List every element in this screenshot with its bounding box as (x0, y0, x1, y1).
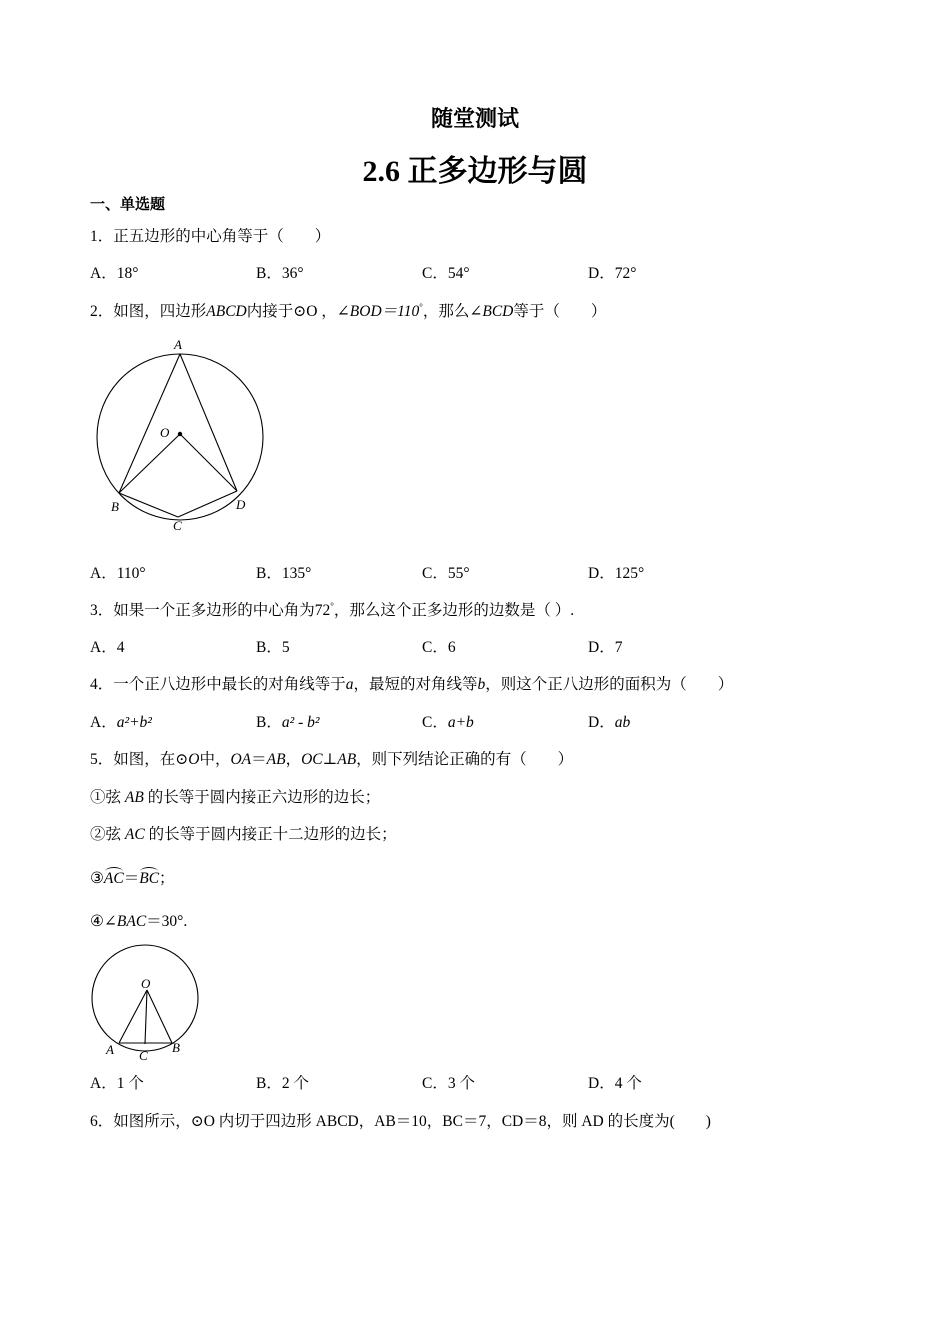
q2-label-o: O (160, 425, 170, 440)
q1-option-a: A．18° (90, 265, 139, 282)
arc-bc: BC (139, 870, 160, 887)
q5-option-b: B．2 个 (256, 1075, 309, 1092)
question-5-stem: 5．如图，在⊙O中，OA＝AB，OC⊥AB，则下列结论正确的有（ ） (90, 751, 574, 768)
q2-option-a: A．110° (90, 565, 146, 582)
question-1-stem: 1．正五边形的中心角等于（ ） (90, 228, 331, 245)
q4-option-a: A．a²+b² (90, 714, 152, 731)
q3-option-c: C．6 (422, 639, 456, 656)
q2-segment-ob (119, 434, 180, 493)
q1-option-b: B．36° (256, 265, 304, 282)
q2-option-b: B．135° (256, 565, 312, 582)
arc-ac: AC (103, 870, 124, 887)
q5-statement-4: ④∠BAC＝30°. (90, 913, 188, 930)
question-6-stem: 6．如图所示，⊙O 内切于四边形 ABCD，AB＝10，BC＝7，CD＝8，则 AD 的长度为( ) (90, 1113, 711, 1130)
q5-option-d: D．4 个 (588, 1075, 642, 1092)
q2-center-point (178, 432, 182, 436)
q5-option-c: C．3 个 (422, 1075, 475, 1092)
q2-segment-od (180, 434, 237, 491)
q5-label-o: O (141, 976, 151, 991)
q1-option-d: D．72° (588, 265, 637, 282)
q5-statement-1: ①弦 AB 的长等于圆内接正六边形的边长； (90, 789, 381, 806)
q2-label-b: B (111, 499, 119, 514)
q2-label-d: D (236, 497, 246, 512)
q3-option-d: D．7 (588, 639, 623, 656)
page-title: 2.6 正多边形与圆 (362, 155, 588, 188)
q2-option-d: D．125° (588, 565, 645, 582)
q5-segment-oa (119, 990, 147, 1043)
q2-segment-ad (180, 354, 237, 491)
q5-statement-3: ③AC＝BC； (90, 870, 175, 887)
q2-circle-figure (88, 333, 278, 538)
question-3-stem: 3．如果一个正多边形的中心角为72°，那么这个正多边形的边数是（ ）. (90, 600, 575, 619)
q5-option-a: A．1 个 (90, 1075, 144, 1092)
q4-option-c: C．a+b (422, 714, 474, 731)
q5-label-c: C (139, 1048, 148, 1063)
q4-option-b: B．a² - b² (256, 714, 320, 731)
q5-statement-2: ②弦 AC 的长等于圆内接正十二边形的边长； (90, 826, 397, 843)
q2-label-a: A (174, 337, 182, 352)
q2-label-c: C (173, 518, 182, 533)
q2-circle (97, 354, 263, 520)
q5-segment-oc (145, 990, 147, 1044)
q1-option-c: C．54° (422, 265, 470, 282)
q4-option-d: D．ab (588, 714, 631, 731)
section-heading: 一、单选题 (90, 197, 166, 213)
q3-option-a: A．4 (90, 639, 125, 656)
q3-option-b: B．5 (256, 639, 290, 656)
q2-segment-ab (119, 354, 180, 493)
q5-label-a: A (106, 1042, 114, 1057)
page-subtitle: 随堂测试 (430, 106, 519, 131)
q5-circle-figure (88, 938, 208, 1066)
q5-label-b: B (172, 1040, 180, 1055)
q5-segment-ob (147, 990, 172, 1043)
question-2-stem: 2．如图，四边形ABCD内接于⊙O ，∠BOD＝110°，那么∠BCD等于（ ） (90, 301, 607, 320)
question-4-stem: 4．一个正八边形中最长的对角线等于a，最短的对角线等b，则这个正八边形的面积为（ ） (90, 676, 734, 693)
q2-option-c: C．55° (422, 565, 470, 582)
